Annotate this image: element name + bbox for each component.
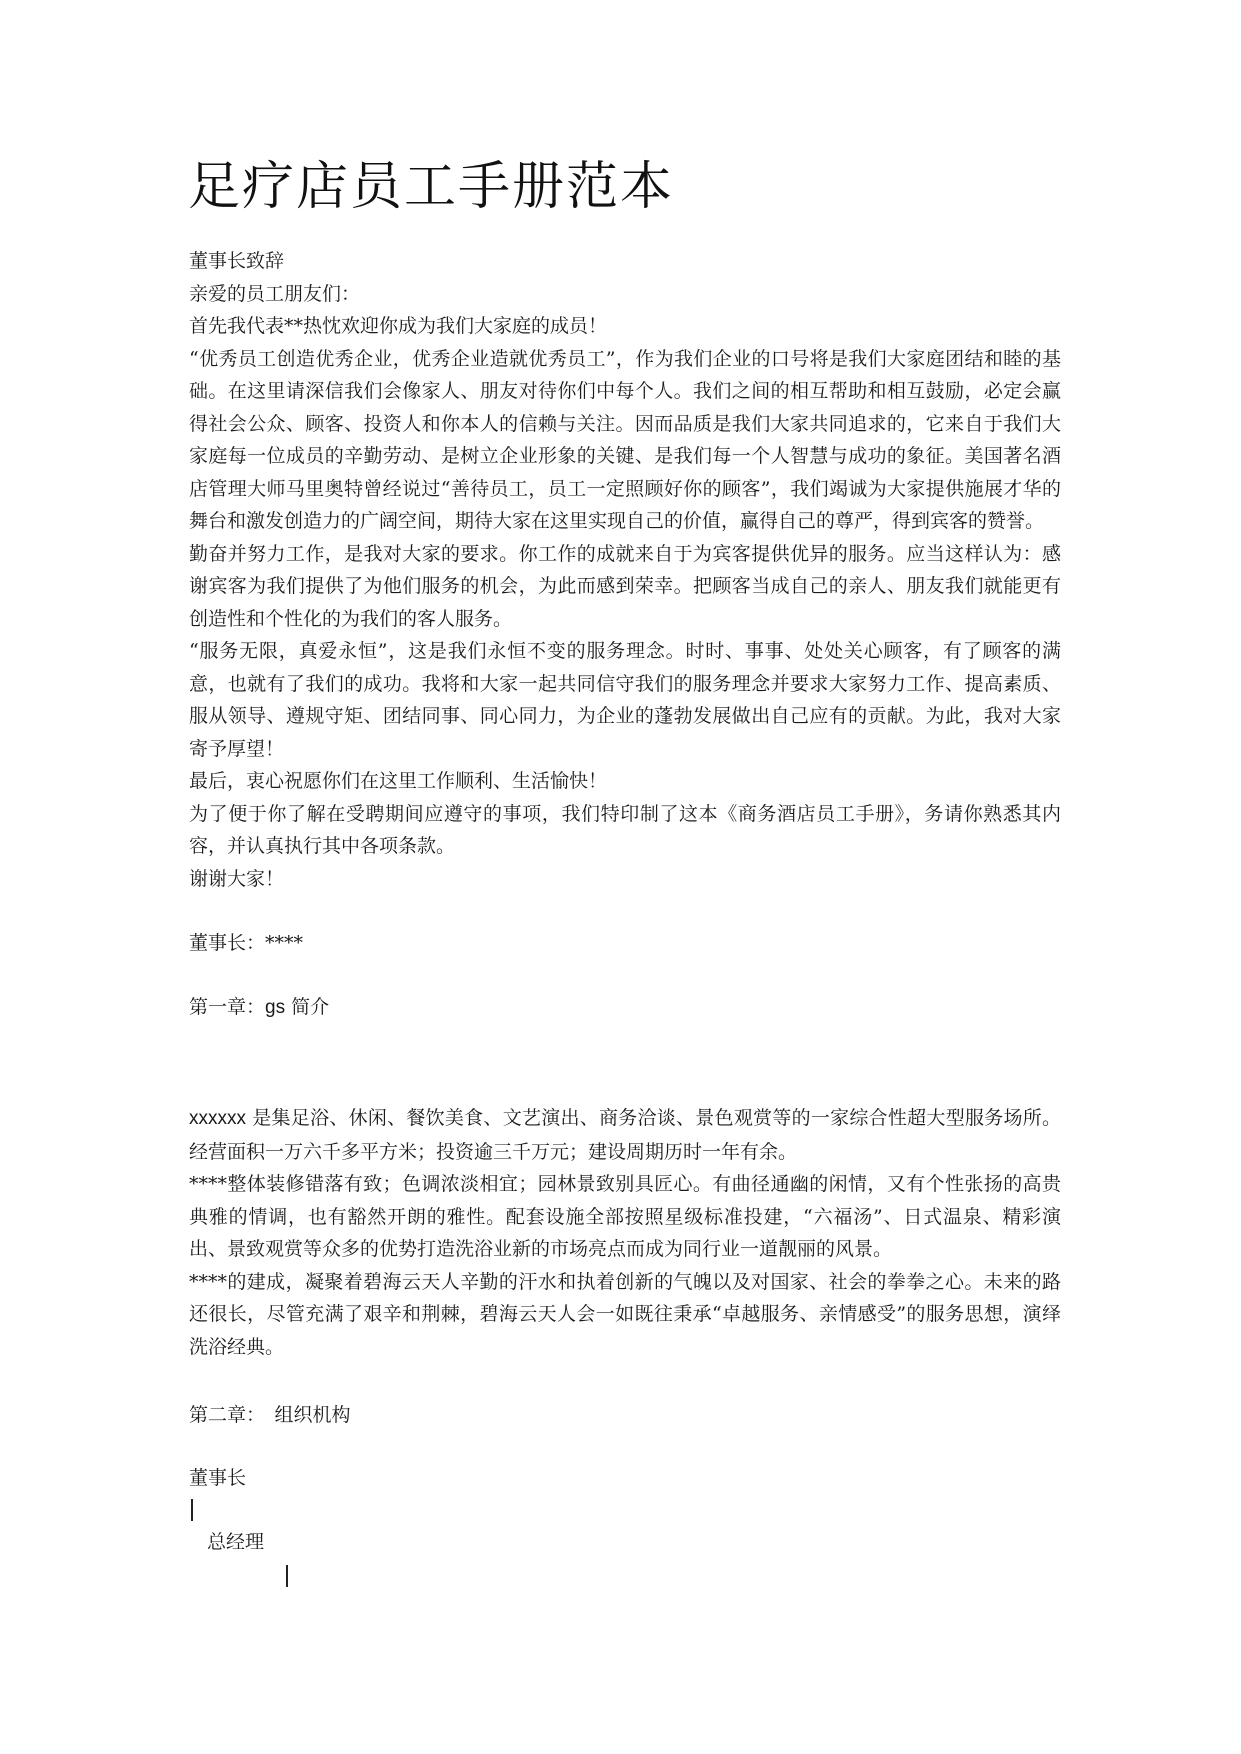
chapter-1-heading-prefix: 第一章： [189, 995, 266, 1018]
chapter-1-paragraph [189, 1102, 1061, 1168]
letter-signature: 董事长：**** [189, 932, 304, 954]
chapter-1-heading-suffix: 简介 [285, 995, 330, 1018]
org-chart-node-general-manager: 总经理 [207, 1531, 265, 1553]
letter-greeting: 亲爱的员工朋友们： [189, 282, 361, 305]
chapter-1-heading [189, 991, 1061, 1025]
chapter-1-paragraph: ****的建成，凝聚着碧海云天人辛勤的汗水和执着创新的气魄以及对国家、社会的拳拳之心。未来的路还很长，尽管充满了艰辛和荆棘，碧海云天人会一如既往秉承“卓越服务、亲情感受”的服务思想，演绎洗浴经典。 [189, 1270, 1061, 1358]
org-chart-connector [191, 1499, 193, 1521]
letter-paragraph: “优秀员工创造优秀企业，优秀企业造就优秀员工”，作为我们企业的口号将是我们大家庭团结和睦的基础。在这里请深信我们会像家人、朋友对待你们中每个人。我们之间的相互帮助和相互鼓励，必定会赢得社会公众、顾客、投资人和你本人的信赖与关注。因而品质是我们大家共同追求的，它来自于我们大家庭每一位成员的辛勤劳动、是树立企业形象的关键、是我们每一个人智慧与成功的象征。美国著名酒店管理大师马里奥特曾经说过“善待员工，员工一定照顾好你的顾客”，我们竭诚为大家提供施展才华的舞台和激发创造力的广阔空间，期待大家在这里实现自己的价值，赢得自己的尊严，得到宾客的赞誉。 [189, 347, 1061, 532]
company-placeholder: xxxxxx [189, 1108, 246, 1129]
letter-paragraph: 首先我代表**热忱欢迎你成为我们大家庭的成员！ [189, 315, 608, 337]
org-chart-connector [286, 1565, 288, 1587]
letter-paragraph: 勤奋并努力工作，是我对大家的要求。你工作的成就来自于为宾客提供优异的服务。应当这样认为：感谢宾客为我们提供了为他们服务的机会，为此而感到荣幸。把顾客当成自己的亲人、朋友我们就能更有创造性和个性化的为我们的客人服务。 [189, 542, 1061, 630]
letter-heading: 董事长致辞 [189, 250, 285, 272]
chapter-2-heading: 第二章： 组织机构 [189, 1404, 351, 1426]
letter-paragraph: 最后，衷心祝愿你们在这里工作顺利、生活愉快！ [189, 770, 608, 792]
document-title: 足疗店员工手册范本 [188, 157, 675, 217]
document-body [189, 245, 1061, 1587]
letter-paragraph: “服务无限，真爱永恒”，这是我们永恒不变的服务理念。时时、事事、处处关心顾客，有了顾客的满意，也就有了我们的成功。我将和大家一起共同信守我们的服务理念并要求大家努力工作、提高素质、服从领导、遵规守矩、团结同事、同心同力，为企业的蓬勃发展做出自己应有的贡献。为此，我对大家寄予厚望！ [189, 640, 1061, 760]
letter-paragraph: 谢谢大家！ [189, 867, 285, 890]
chapter-1-paragraph-text: 是集足浴、休闲、餐饮美食、文艺演出、商务洽谈、景色观赏等的一家综合性超大型服务场所。经营面积一万六千多平方米；投资逾三千万元；建设周期历时一年有余。 [189, 1107, 1061, 1163]
chapter-1-paragraph: ****整体装修错落有致；色调浓淡相宜；园林景致别具匠心。有曲径通幽的闲情，又有个性张扬的高贵典雅的情调，也有豁然开朗的雅性。配套设施全部按照星级标准投建，“六福汤”、日式温泉、精彩演出、景致观赏等众多的优势打造洗浴业新的市场亮点而成为同行业一道靓丽的风景。 [189, 1173, 1061, 1260]
org-chart-node-chairman: 董事长 [189, 1466, 247, 1489]
letter-paragraph: 为了便于你了解在受聘期间应遵守的事项，我们特印制了这本《商务酒店员工手册》，务请你熟悉其内容，并认真执行其中各项条款。 [189, 802, 1061, 857]
chapter-1-heading-latin: gs [265, 996, 286, 1018]
